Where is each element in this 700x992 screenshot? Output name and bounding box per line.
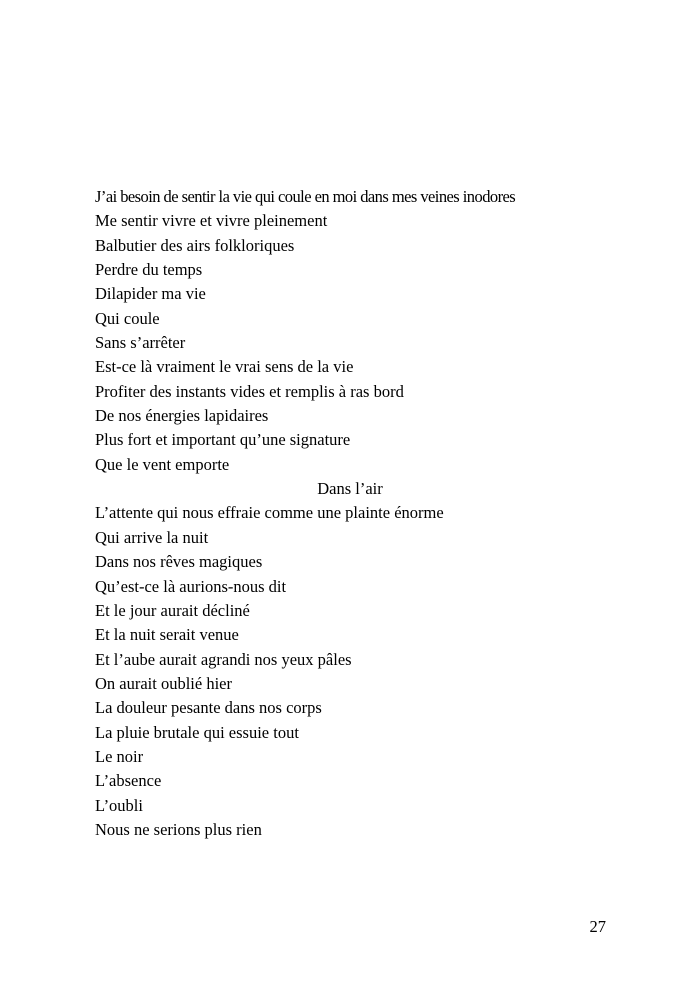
poem-line: Que le vent emporte [95, 454, 230, 474]
poem-line: L’oubli [95, 795, 143, 815]
poem-line: J’ai besoin de sentir la vie qui coule en moi dans mes veines inodores [95, 187, 516, 206]
poem-line: L’absence [95, 771, 162, 791]
poem-line: Et le jour aurait décliné [95, 600, 250, 620]
poem-line: Nous ne serions plus rien [95, 819, 262, 839]
poem-line: Plus fort et important qu’une signature [95, 430, 351, 450]
poem-line: Me sentir vivre et vivre pleinement [95, 211, 328, 231]
poem-line: De nos énergies lapidaires [95, 406, 269, 426]
poem-line: Dilapider ma vie [95, 284, 206, 304]
poem-line: La douleur pesante dans nos corps [95, 698, 322, 718]
poem-line: Le noir [95, 746, 144, 766]
poem-line-centered: Dans l’air [317, 479, 383, 499]
poem-line: Qui arrive la nuit [95, 527, 209, 547]
poem-line: Et la nuit serait venue [95, 625, 239, 645]
page-number: 27 [589, 917, 606, 936]
poem-line: Est-ce là vraiment le vrai sens de la vie [95, 357, 354, 377]
poem-line: Dans nos rêves magiques [95, 552, 263, 572]
poem-line: L’attente qui nous effraie comme une plainte énorme [95, 503, 444, 523]
poem-line: Sans s’arrêter [95, 333, 186, 353]
poem-line: La pluie brutale qui essuie tout [95, 722, 299, 742]
poem-text [95, 185, 605, 842]
poem-line: Profiter des instants vides et remplis à ras bord [95, 381, 404, 401]
poem-line: Qu’est-ce là aurions-nous dit [95, 576, 287, 596]
poem-line: Et l’aube aurait agrandi nos yeux pâles [95, 649, 352, 669]
poem-line: Qui coule [95, 308, 160, 328]
poem-line: Perdre du temps [95, 260, 203, 280]
poem-line: Balbutier des airs folkloriques [95, 235, 295, 255]
poem-line: On aurait oublié hier [95, 673, 232, 693]
